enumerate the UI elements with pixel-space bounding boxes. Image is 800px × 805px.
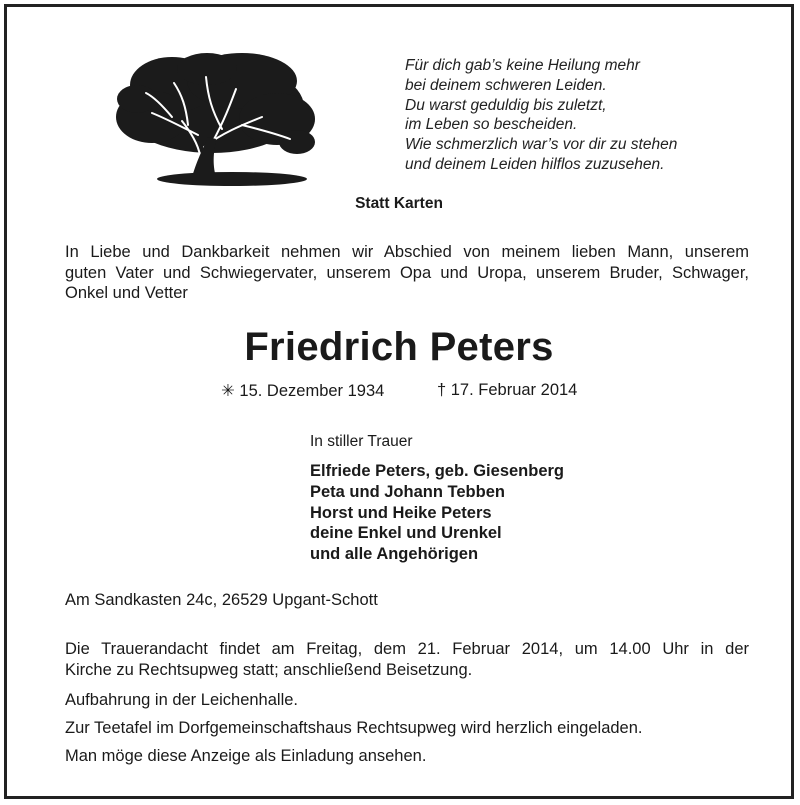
- poem-line: Wie schmerzlich war’s vor dir zu stehen: [405, 136, 678, 154]
- mourning-label: In stiller Trauer: [310, 433, 413, 450]
- service-info: [65, 639, 749, 680]
- poem: [405, 56, 677, 175]
- mourner: Peta und Johann Tebben: [310, 482, 505, 501]
- poem-line: im Leben so bescheiden.: [405, 116, 578, 134]
- intro-text: [65, 242, 749, 304]
- reception-info: Zur Teetafel im Dorfgemeinschaftshaus Rechtsupweg wird herzlich eingeladen.: [65, 719, 643, 737]
- tree-illustration: [112, 47, 317, 189]
- poem-line: Für dich gab’s keine Heilung mehr: [405, 57, 640, 74]
- closing-note: Man möge diese Anzeige als Einladung ansehen.: [65, 747, 427, 765]
- deceased-name: Friedrich Peters: [244, 325, 554, 369]
- viewing-info: Aufbahrung in der Leichenhalle.: [65, 691, 299, 709]
- intro-line: guten Vater und Schwiegervater, unserem Opa und Uropa, unserem Bruder, Schwager,: [65, 263, 749, 282]
- service-line: Die Trauerandacht findet am Freitag, dem 21. Februar 2014, um 14.00 Uhr in der: [65, 640, 749, 658]
- mourners-list: [310, 461, 564, 565]
- poem-line: Du warst geduldig bis zuletzt,: [405, 96, 607, 114]
- mourner: Horst und Heike Peters: [310, 503, 492, 522]
- obituary-card: [4, 4, 794, 799]
- address: Am Sandkasten 24c, 26529 Upgant-Schott: [65, 591, 378, 609]
- mourner: deine Enkel und Urenkel: [310, 524, 502, 543]
- mourner: Elfriede Peters, geb. Giesenberg: [310, 462, 565, 480]
- poem-line: und deinem Leiden hilflos zuzusehen.: [405, 155, 665, 173]
- intro-line: In Liebe und Dankbarkeit nehmen wir Abschied von meinem lieben Mann, unserem: [65, 243, 749, 261]
- service-line: Kirche zu Rechtsupweg statt; anschließend Beisetzung.: [65, 660, 473, 679]
- notice-label: Statt Karten: [355, 195, 443, 212]
- intro-line: Onkel und Vetter: [65, 284, 188, 302]
- death-date: † 17. Februar 2014: [437, 381, 578, 399]
- poem-line: bei deinem schweren Leiden.: [405, 76, 607, 94]
- birth-date: ✳ 15. Dezember 1934: [221, 382, 385, 400]
- mourner: und alle Angehörigen: [310, 545, 479, 564]
